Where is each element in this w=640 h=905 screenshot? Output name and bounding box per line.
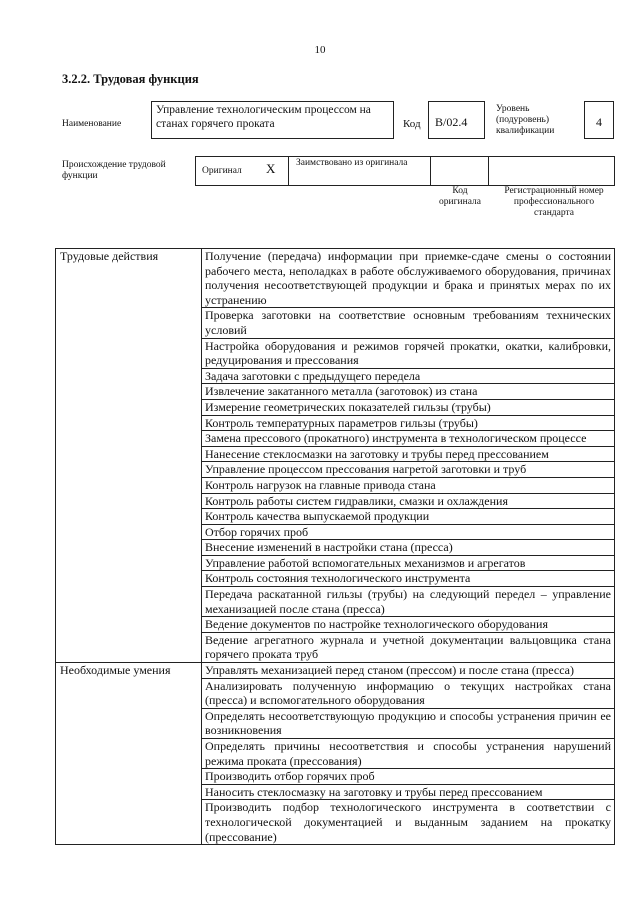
original-checkmark: X xyxy=(266,161,276,176)
labor-action-item: Контроль работы систем гидравлики, смазки и охлаждения xyxy=(202,493,615,509)
labor-action-item: Нанесение стеклосмазки на заготовку и трубы перед прессованием xyxy=(202,446,615,462)
labor-action-item: Ведение документов по настройке технологического оборудования xyxy=(202,617,615,633)
labor-action-item: Настройка оборудования и режимов горячей прокатки, окатки, калибровки, редуцирования и прессования xyxy=(202,338,615,368)
required-skill-item: Производить подбор технологического инструмента в соответствии с технологической документацией и выданным заданием на прокатку (прессование) xyxy=(202,800,615,845)
labor-action-item: Ведение агрегатного журнала и учетной документации вальцовщика стана горячего проката труб xyxy=(202,632,615,662)
name-label: Наименование xyxy=(62,119,122,129)
labor-action-item: Извлечение закатанного металла (заготовок) из стана xyxy=(202,384,615,400)
table-row xyxy=(56,249,615,308)
required-skill-item: Наносить стеклосмазку на заготовку и трубы перед прессованием xyxy=(202,784,615,800)
labor-action-item: Замена прессового (прокатного) инструмента в технологическом процессе xyxy=(202,431,615,447)
level-value: 4 xyxy=(596,115,602,129)
borrowed-label: Заимствовано из оригинала xyxy=(296,158,408,168)
qualification-level-label: Уровень (подуровень) квалификации xyxy=(496,104,555,136)
code-box xyxy=(428,101,485,139)
labor-action-item: Измерение геометрических показателей гильзы (трубы) xyxy=(202,399,615,415)
labor-action-item: Передача раскатанной гильзы (трубы) на следующий передел – управление механизацией после стана (пресса) xyxy=(202,587,615,617)
code-original-caption: Код оригинала xyxy=(439,186,481,207)
required-skill-item: Определять несоответствующую продукцию и способы устранения причин ее возникновения xyxy=(202,708,615,738)
original-label: Оригинал xyxy=(202,166,242,176)
origin-label: Происхождение трудовой функции xyxy=(62,160,166,181)
required-skill-item: Производить отбор горячих проб xyxy=(202,769,615,785)
required-skills-label: Необходимые умения xyxy=(56,663,202,845)
functions-table xyxy=(55,248,615,845)
code-label: Код xyxy=(403,118,421,130)
function-name-box xyxy=(151,101,394,139)
function-name-value: Управление технологическим процессом на станах горячего проката xyxy=(156,104,371,130)
table-row xyxy=(56,663,615,679)
required-skill-item: Анализировать полученную информацию о текущих настройках стана (пресса) и вспомогательного оборудования xyxy=(202,678,615,708)
labor-action-item: Управление работой вспомогательных механизмов и агрегатов xyxy=(202,555,615,571)
level-box xyxy=(584,101,614,139)
required-skill-item: Управлять механизацией перед станом (прессом) и после стана (пресса) xyxy=(202,663,615,679)
labor-action-item: Контроль нагрузок на главные привода стана xyxy=(202,477,615,493)
labor-action-item: Внесение изменений в настройки стана (пресса) xyxy=(202,540,615,556)
labor-action-item: Контроль качества выпускаемой продукции xyxy=(202,509,615,525)
labor-action-item: Получение (передача) информации при приемке-сдаче смены о состоянии рабочего места, неполадках в работе обслуживаемого оборудования, причинах получения несоответствующей продукции и брака и принятых мерах по их устранению xyxy=(202,249,615,308)
page-number: 10 xyxy=(314,44,326,56)
labor-action-item: Задача заготовки с предыдущего передела xyxy=(202,368,615,384)
labor-action-item: Отбор горячих проб xyxy=(202,524,615,540)
labor-action-item: Контроль состояния технологического инструмента xyxy=(202,571,615,587)
labor-actions-label: Трудовые действия xyxy=(56,249,202,663)
labor-action-item: Управление процессом прессования нагретой заготовки и труб xyxy=(202,462,615,478)
registration-number-caption: Регистрационный номер профессионального стандарта xyxy=(504,186,604,218)
required-skill-item: Определять причины несоответствия и способы устранения нарушений режима проката (прессования) xyxy=(202,739,615,769)
labor-action-item: Проверка заготовки на соответствие основным требованиям технических условий xyxy=(202,308,615,338)
section-title: 3.2.2. Трудовая функция xyxy=(62,72,199,86)
code-value: B/02.4 xyxy=(435,115,468,129)
labor-action-item: Контроль температурных параметров гильзы (трубы) xyxy=(202,415,615,431)
